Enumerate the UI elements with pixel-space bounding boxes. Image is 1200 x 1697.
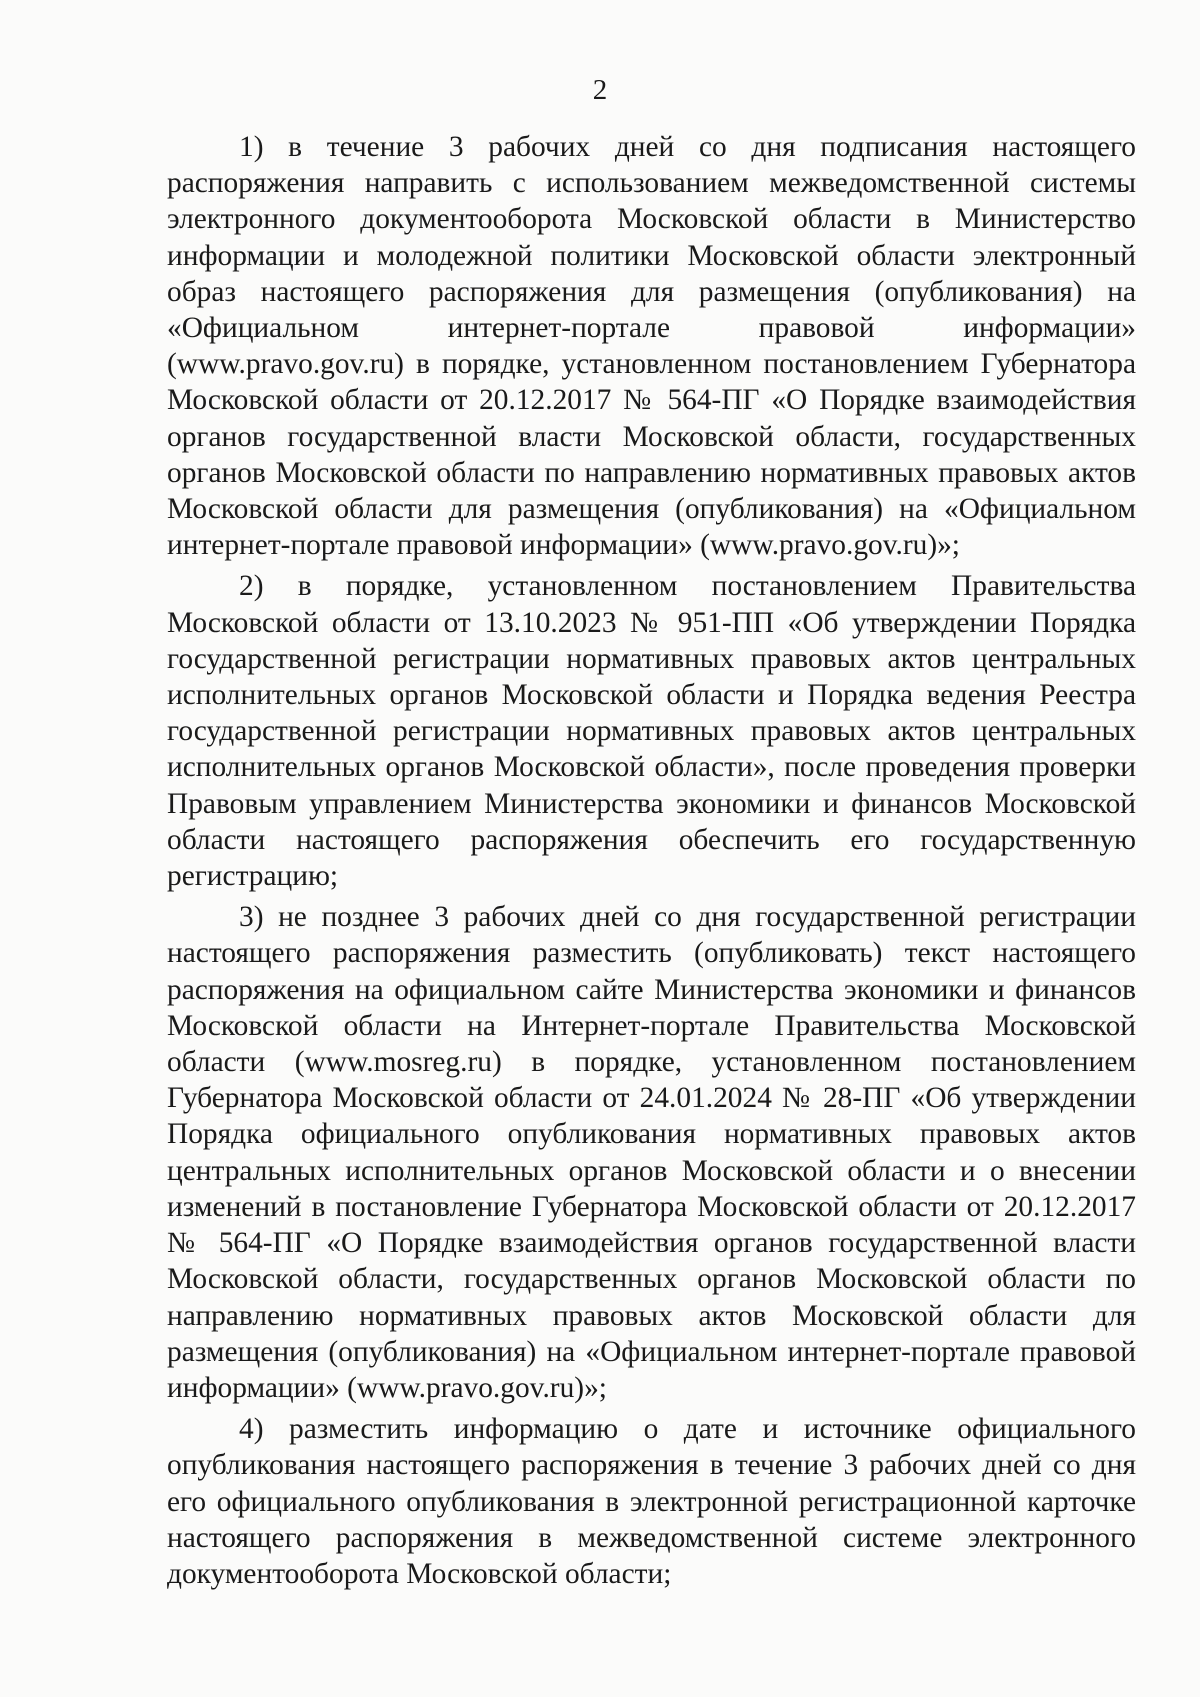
paragraph-3: 3) не позднее 3 рабочих дней со дня государственной регистрации настоящего распоряжения разместить (опубликовать) текст настоящего распоряжения на официальном сайте Министерства экономики и финансов Московской области на Интернет-портале Правительства Московской области (www.mosreg.ru) в порядке, установленном постановлением Губернатора Московской области от 24.01.2024 № 28-ПГ «Об утверждении Порядка официального опубликования нормативных правовых актов центральных исполнительных органов Московской области и о внесении изменений в постановление Губернатора Московской области от 20.12.2017 № 564-ПГ «О Порядке взаимодействия органов государственной власти Московской области, государственных органов Московской области по направлению нормативных правовых актов Московской области для размещения (опубликования) на «Официальном интернет-портале правовой информации» (www.pravo.gov.ru)»; (167, 901, 1136, 1404)
paragraph-4: 4) разместить информацию о дате и источнике официального опубликования настоящего распоряжения в течение 3 рабочих дней со дня его официального опубликования в электронной регистрационной карточке настоящего распоряжения в межведомственной системе электронного документооборота Московской области; (167, 1413, 1136, 1590)
paragraph-1: 1) в течение 3 рабочих дней со дня подписания настоящего распоряжения направить с использованием межведомственной системы электронного документооборота Московской области в Министерство информации и молодежной политики Московской области электронный образ настоящего распоряжения для размещения (опубликования) на «Официальном интернет-портале правовой информации» (www.pravo.gov.ru) в порядке, установленном постановлением Губернатора Московской области от 20.12.2017 № 564-ПГ «О Порядке взаимодействия органов государственной власти Московской области, государственных органов Московской области по направлению нормативных правовых актов Московской области для размещения (опубликования) на «Официальном интернет-портале правовой информации» (www.pravo.gov.ru)»; (167, 131, 1136, 562)
document-body (167, 129, 1136, 1597)
page-number: 2 (592, 74, 608, 106)
paragraph-2: 2) в порядке, установленном постановлением Правительства Московской области от 13.10.2023 № 951-ПП «Об утверждении Порядка государственной регистрации нормативных правовых актов центральных исполнительных органов Московской области и Порядка ведения Реестра государственной регистрации нормативных правовых актов центральных исполнительных органов Московской области», после проведения проверки Правовым управлением Министерства экономики и финансов Московской области настоящего распоряжения обеспечить его государственную регистрацию; (167, 570, 1136, 893)
